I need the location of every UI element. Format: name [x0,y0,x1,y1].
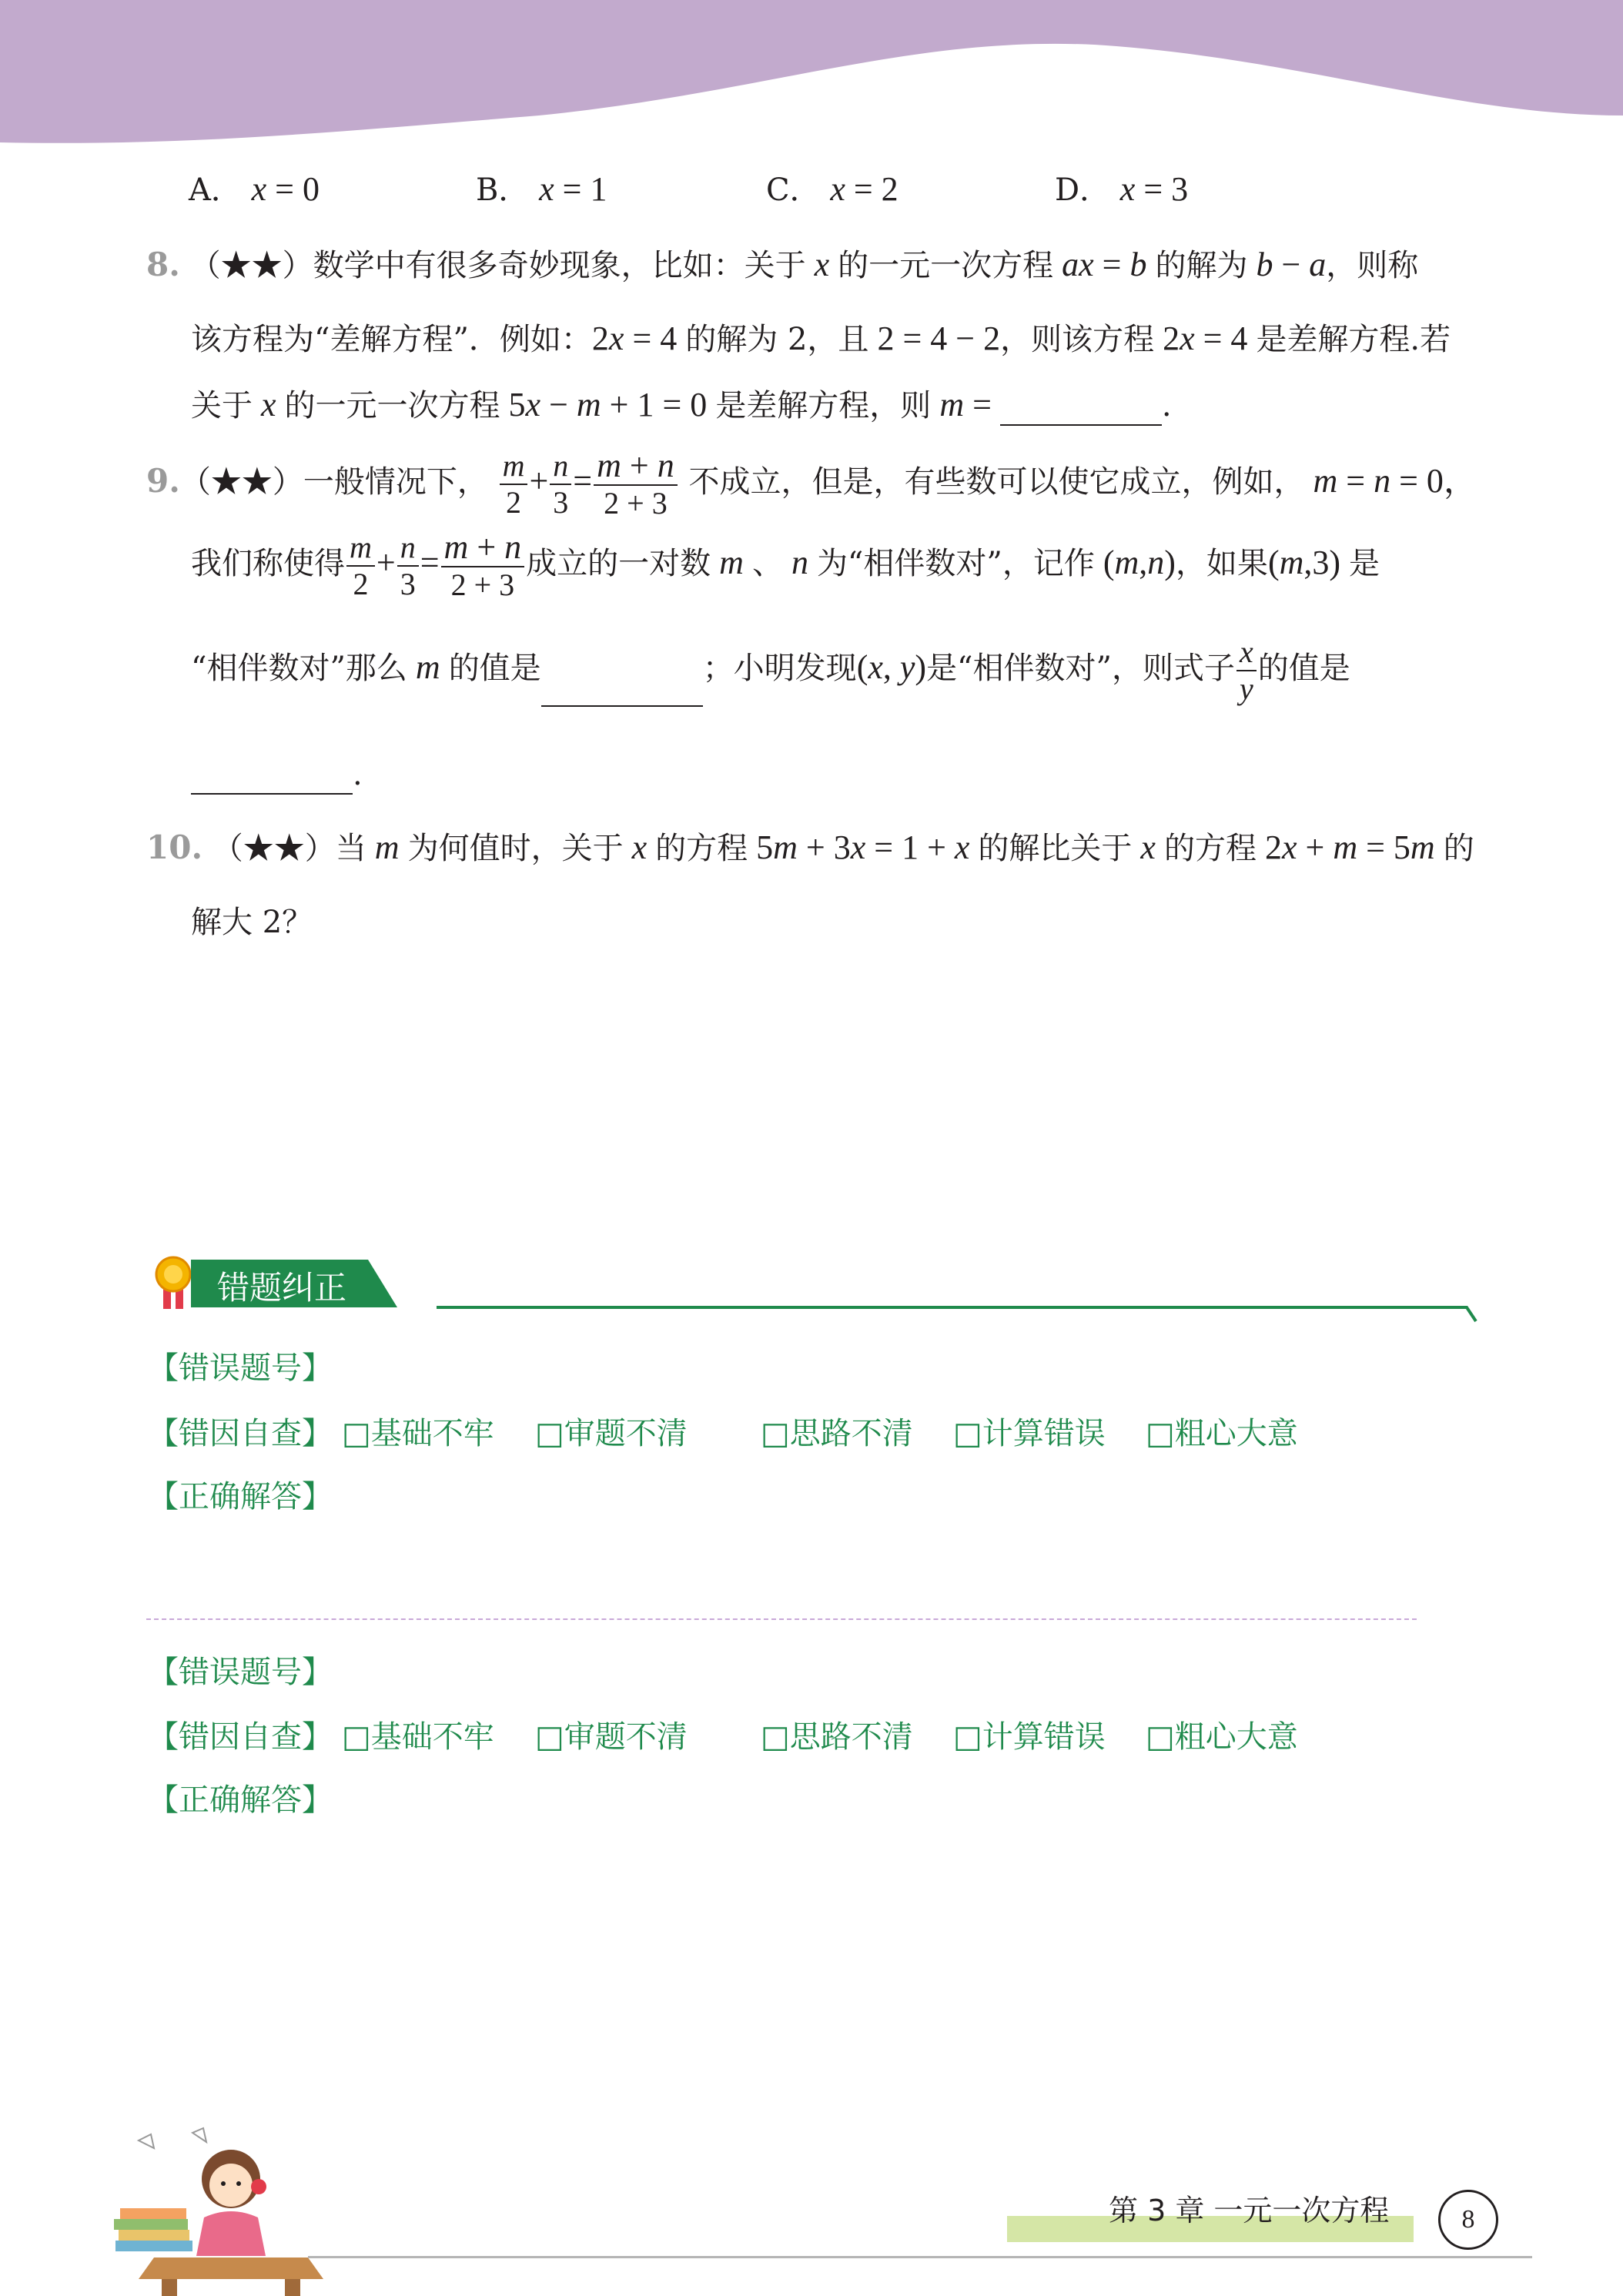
cause-label-2: 【错因自查】 [148,1719,333,1755]
check-careless-2[interactable]: □粗心大意 [1146,1719,1298,1755]
section-title: 错题纠正 [217,1269,347,1307]
chapter-title: 第 3 章 一元一次方程 [1109,2194,1390,2227]
q8-number: 8. [146,246,180,283]
q9-line-4: . [191,755,363,795]
wrong-number-label-1: 【错误题号】 [148,1350,333,1386]
q8-line-2: 该方程为“差解方程”．例如：2x = 4 的解为 2，且 2 = 4 − 2，则该方程 2x = 4 是差解方程.若 [191,320,1451,357]
q9-answer-blank-2[interactable] [191,762,353,795]
section-underline [435,1300,1482,1327]
cause-label-1: 【错因自查】 [148,1416,333,1451]
q9-line-3: “相伴数对”那么 m 的值是 ；小明发现(x, y)是“相伴数对”，则式子 $\frac{x}{y}$ 的值是 [191,634,1350,706]
q10-number: 10. [146,828,203,866]
page-number: 8 [1461,2205,1475,2234]
girl-studying-illustration [108,2125,339,2296]
check-calculation-1[interactable]: □计算错误 [953,1416,1106,1451]
q9-number: 9. [146,462,180,500]
q10-line-1: 10. （★★）当 m 为何值时，关于 x 的方程 5m + 3x = 1 + x 的解比关于 x 的方程 2x + m = 5m 的 [146,828,1474,866]
check-reading-2[interactable]: □审题不清 [535,1719,688,1755]
check-thinking-2[interactable]: □思路不清 [761,1719,913,1755]
option-a: A． x = 0 [189,170,320,208]
medal-icon [154,1255,192,1310]
q9-line-2: 我们称使得 $\frac{m}{2}$ + $\frac{n}{3}$ = $\frac{m + n}{2 + 3}$ 成立的一对数 m 、 n 为“相伴数对”，记作 (m,n)，如果(m,3) 是 [191,527,1380,602]
q10-line-2: 解大 2？ [191,905,313,940]
page-number-circle [1438,2190,1498,2250]
option-b: B． x = 1 [476,170,607,208]
check-basic-2[interactable]: □基础不牢 [342,1719,494,1755]
check-calculation-2[interactable]: □计算错误 [953,1719,1106,1755]
option-c: C． x = 2 [766,170,899,208]
check-careless-1[interactable]: □粗心大意 [1146,1416,1298,1451]
wrong-number-label-2: 【错误题号】 [148,1655,333,1690]
q8-line-3: 关于 x 的一元一次方程 5x − m + 1 = 0 是差解方程，则 m = . [191,385,1172,426]
q9-answer-blank-1[interactable] [541,674,703,707]
check-thinking-1[interactable]: □思路不清 [761,1416,913,1451]
answer-label-2: 【正确解答】 [148,1782,333,1818]
q9-line-1: 9.（★★）一般情况下， $\frac{m}{2}$ + $\frac{n}{3}$ = $\frac{m + n}{2 + 3}$ 不成立，但是，有些数可以使它成立，例如， m = n = 0， [146,446,1477,520]
block-divider [146,1618,1417,1620]
footer-rule [308,2256,1532,2258]
check-reading-1[interactable]: □审题不清 [535,1416,688,1451]
check-basic-1[interactable]: □基础不牢 [342,1416,494,1451]
option-d: D． x = 3 [1055,170,1189,208]
q8-line-1: 8. （★★）数学中有很多奇妙现象，比如：关于 x 的一元一次方程 ax = b 的解为 b − a，则称 [146,246,1419,283]
answer-label-1: 【正确解答】 [148,1479,333,1514]
q8-answer-blank[interactable] [1000,393,1162,426]
header-wave [0,0,1623,154]
